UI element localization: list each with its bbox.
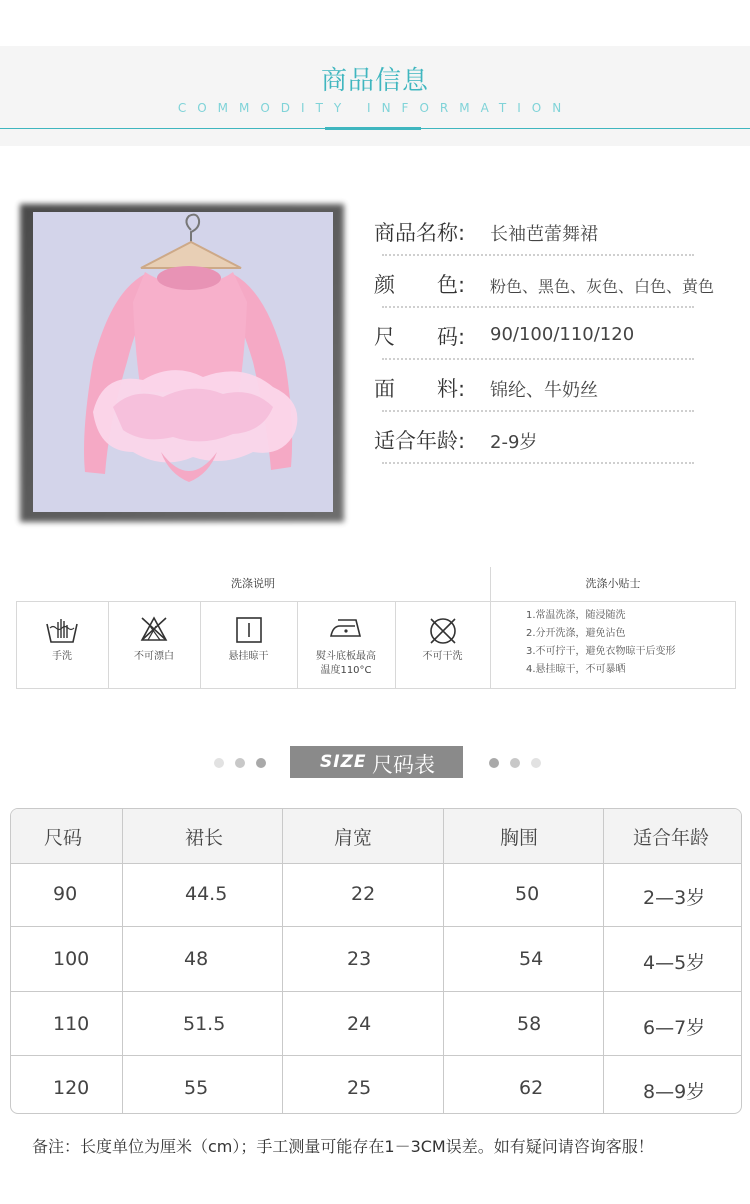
spec-row-size — [374, 321, 740, 373]
decor-dot — [256, 758, 266, 768]
spec-row-material — [374, 373, 740, 425]
table-col-divider — [282, 809, 283, 1113]
no-bleach-icon — [140, 616, 168, 642]
size-chart-title-box — [290, 746, 463, 778]
spec-label: 尺 码: — [374, 325, 466, 349]
table-col-divider — [122, 809, 123, 1113]
divider — [490, 567, 491, 689]
wash-instructions-table — [16, 567, 736, 689]
table-header-cell: 裙长 — [185, 827, 224, 849]
spec-row-color — [374, 269, 740, 321]
table-cell: 120 — [53, 1077, 90, 1099]
wash-item-hang-dry — [200, 602, 297, 689]
dotted-divider — [382, 358, 694, 360]
wash-item-no-bleach — [108, 602, 200, 689]
spec-value: 2-9岁 — [490, 432, 538, 453]
table-row-divider — [11, 991, 741, 992]
table-header-cell: 胸围 — [500, 827, 539, 849]
dotted-divider — [382, 462, 694, 464]
table-row-divider — [11, 1055, 741, 1056]
spec-row-name — [374, 217, 740, 269]
table-row-divider — [11, 926, 741, 927]
table-cell: 55 — [184, 1077, 209, 1099]
spec-label: 适合年龄: — [374, 429, 466, 453]
table-cell: 24 — [347, 1013, 372, 1035]
table-cell: 8—9岁 — [643, 1081, 706, 1103]
wash-instructions-title: 洗涤说明 — [231, 577, 275, 590]
wash-label: 悬挂晾干 — [228, 651, 269, 662]
table-cell: 51.5 — [183, 1013, 226, 1035]
spec-label: 颜 色: — [374, 273, 466, 297]
table-cell: 58 — [517, 1013, 542, 1035]
size-title-zh: 尺码表 — [372, 753, 435, 777]
table-cell: 62 — [519, 1077, 544, 1099]
wash-label: 不可漂白 — [134, 651, 174, 662]
table-cell: 4—5岁 — [643, 952, 706, 974]
spec-value: 粉色、黑色、灰色、白色、黄色 — [490, 277, 715, 296]
hand-wash-icon — [45, 616, 79, 644]
wash-label: 不可干洗 — [422, 651, 463, 662]
header-divider-accent — [325, 127, 421, 130]
decor-dot — [510, 758, 520, 768]
hang-dry-icon — [235, 616, 263, 644]
table-row-divider — [11, 863, 741, 864]
wash-tip: 2.分开洗涤，避免沾色 — [526, 628, 626, 639]
table-header-cell: 尺码 — [44, 827, 83, 849]
product-photo — [33, 212, 333, 512]
table-col-divider — [603, 809, 604, 1113]
spec-row-age — [374, 425, 740, 477]
table-cell: 6—7岁 — [643, 1017, 706, 1039]
spec-value: 锦纶、牛奶丝 — [490, 380, 598, 401]
decor-dot — [489, 758, 499, 768]
table-cell: 54 — [519, 948, 544, 970]
table-header-cell: 肩宽 — [334, 827, 373, 849]
size-table-header-row — [11, 809, 741, 863]
dotted-divider — [382, 254, 694, 256]
size-table — [10, 808, 742, 1114]
wash-tip: 1.常温洗涤，随浸随洗 — [526, 610, 626, 621]
wash-label-line: 温度110°C — [320, 665, 372, 676]
wash-label — [297, 650, 395, 678]
wash-tips-list — [526, 607, 676, 679]
table-cell: 110 — [53, 1013, 90, 1035]
table-cell: 25 — [347, 1077, 372, 1099]
wash-item-no-dry-clean — [395, 602, 490, 689]
iron-icon — [328, 616, 364, 640]
wash-item-hand-wash — [16, 602, 108, 689]
no-dry-clean-icon — [428, 616, 458, 646]
table-cell: 23 — [347, 948, 372, 970]
wash-tip: 3.不可拧干，避免衣物晾干后变形 — [526, 646, 676, 657]
wash-label-line: 熨斗底板最高 — [316, 651, 376, 662]
wash-label: 手洗 — [52, 651, 72, 662]
decor-dot — [531, 758, 541, 768]
table-cell: 22 — [351, 883, 376, 905]
table-cell: 44.5 — [185, 883, 228, 905]
table-cell: 50 — [515, 883, 540, 905]
spec-label: 商品名称: — [374, 221, 466, 245]
table-header-cell: 适合年龄 — [633, 827, 710, 849]
wash-item-iron — [297, 602, 395, 689]
decor-dot — [235, 758, 245, 768]
wash-tip: 4.悬挂晾干，不可暴晒 — [526, 664, 626, 675]
spec-label: 面 料: — [374, 377, 466, 401]
wash-tips-title: 洗涤小贴士 — [585, 577, 641, 590]
table-col-divider — [443, 809, 444, 1113]
size-note: 备注：长度单位为厘米（cm）；手工测量可能存在1－3CM误差。如有疑问请咨询客服！ — [32, 1137, 654, 1156]
pink-ballet-dress-icon — [33, 212, 333, 512]
table-cell: 48 — [184, 948, 209, 970]
size-title-en: SIZE — [320, 752, 367, 772]
section-subtitle: COMMODITY INFORMATION — [177, 101, 573, 115]
table-cell: 90 — [53, 883, 78, 905]
dotted-divider — [382, 410, 694, 412]
divider — [735, 601, 736, 689]
decor-dot — [214, 758, 224, 768]
table-cell: 100 — [53, 948, 90, 970]
spec-value: 长袖芭蕾舞裙 — [490, 224, 598, 245]
section-title: 商品信息 — [320, 66, 429, 96]
spec-value: 90/100/110/120 — [490, 324, 635, 345]
table-cell: 2—3岁 — [643, 887, 706, 909]
dotted-divider — [382, 306, 694, 308]
